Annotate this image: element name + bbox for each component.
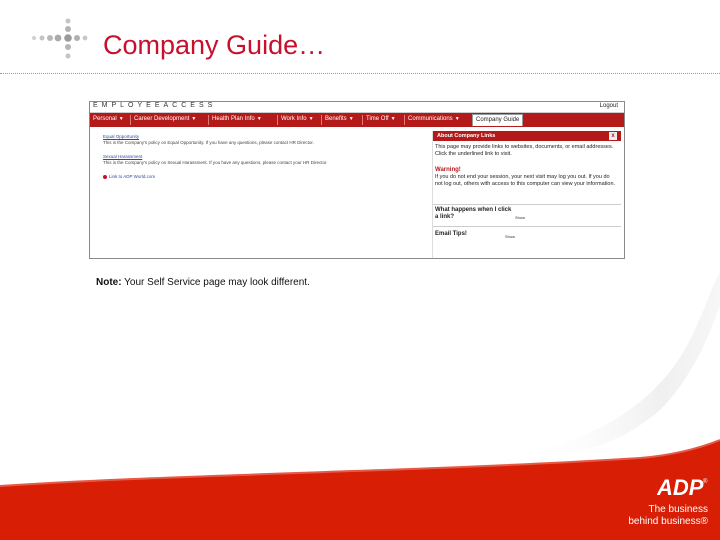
chevron-down-icon: ▼ [191, 116, 197, 122]
note-label: Note: [96, 277, 122, 288]
external-link-label: Link to ADP World.com [109, 174, 156, 179]
nav-item-communications[interactable]: Communications ▼ [408, 116, 460, 122]
tab-company-guide[interactable]: Company Guide [472, 114, 523, 126]
chevron-down-icon: ▼ [454, 116, 460, 122]
show-link[interactable]: Show [515, 215, 526, 220]
policy-link-sexual-harassment[interactable]: Sexual Harassment [103, 154, 143, 159]
warning-title: Warning! [435, 167, 461, 173]
nav-item-work-info[interactable]: Work Info ▼ [281, 116, 314, 122]
policy-description: This is the Company's policy on Equal Opportunity. If you have any questions, please contact HR Director. [103, 139, 314, 145]
nav-item-health-plan-info[interactable]: Health Plan Info ▼ [212, 116, 262, 122]
chevron-down-icon: ▼ [256, 116, 262, 122]
adp-logo [657, 475, 709, 499]
policy-link-equal-opportunity[interactable]: Equal Opportunity [103, 134, 140, 139]
faq-email-tips: Email Tips! [435, 231, 467, 237]
warning-text: If you do not end your session, your next visit may log you out. If you do not log out, others with access to this computer can view your information. [435, 174, 616, 187]
brand-name: EMPLOYEEACCESS [93, 102, 217, 109]
chevron-down-icon: ▼ [118, 116, 124, 122]
tagline-line1: The business [648, 504, 708, 515]
tagline-line2: behind business® [628, 516, 708, 527]
note-text: Your Self Service page may look different. [121, 277, 310, 288]
nav-item-benefits[interactable]: Benefits ▼ [325, 116, 354, 122]
logout-link[interactable]: Logout [599, 103, 618, 109]
nav-item-career-development[interactable]: Career Development ▼ [134, 116, 197, 122]
panel-intro: This page may provide links to websites, documents, or email addresses. Click the underlined link to visit. [435, 144, 614, 157]
close-icon[interactable]: x [609, 132, 617, 140]
panel-title: About Company Links [437, 133, 496, 139]
chevron-down-icon: ▼ [390, 116, 396, 122]
nav-item-time-off[interactable]: Time Off ▼ [366, 116, 396, 122]
chevron-down-icon: ▼ [348, 116, 354, 122]
faq-click-link: What happens when I click a link? [435, 207, 512, 220]
chevron-down-icon: ▼ [308, 116, 314, 122]
nav-item-personal[interactable]: Personal ▼ [93, 116, 124, 122]
registered-mark: ® [703, 479, 708, 485]
slide-title: Company Guide… [103, 30, 326, 60]
tagline [628, 504, 708, 528]
show-link[interactable]: Show [505, 234, 516, 239]
adp-logo-text: ADP [657, 475, 704, 499]
policy-description: This is the Company's policy on Sexual Harassment. If you have any questions, please contact your HR Director. [103, 159, 328, 165]
